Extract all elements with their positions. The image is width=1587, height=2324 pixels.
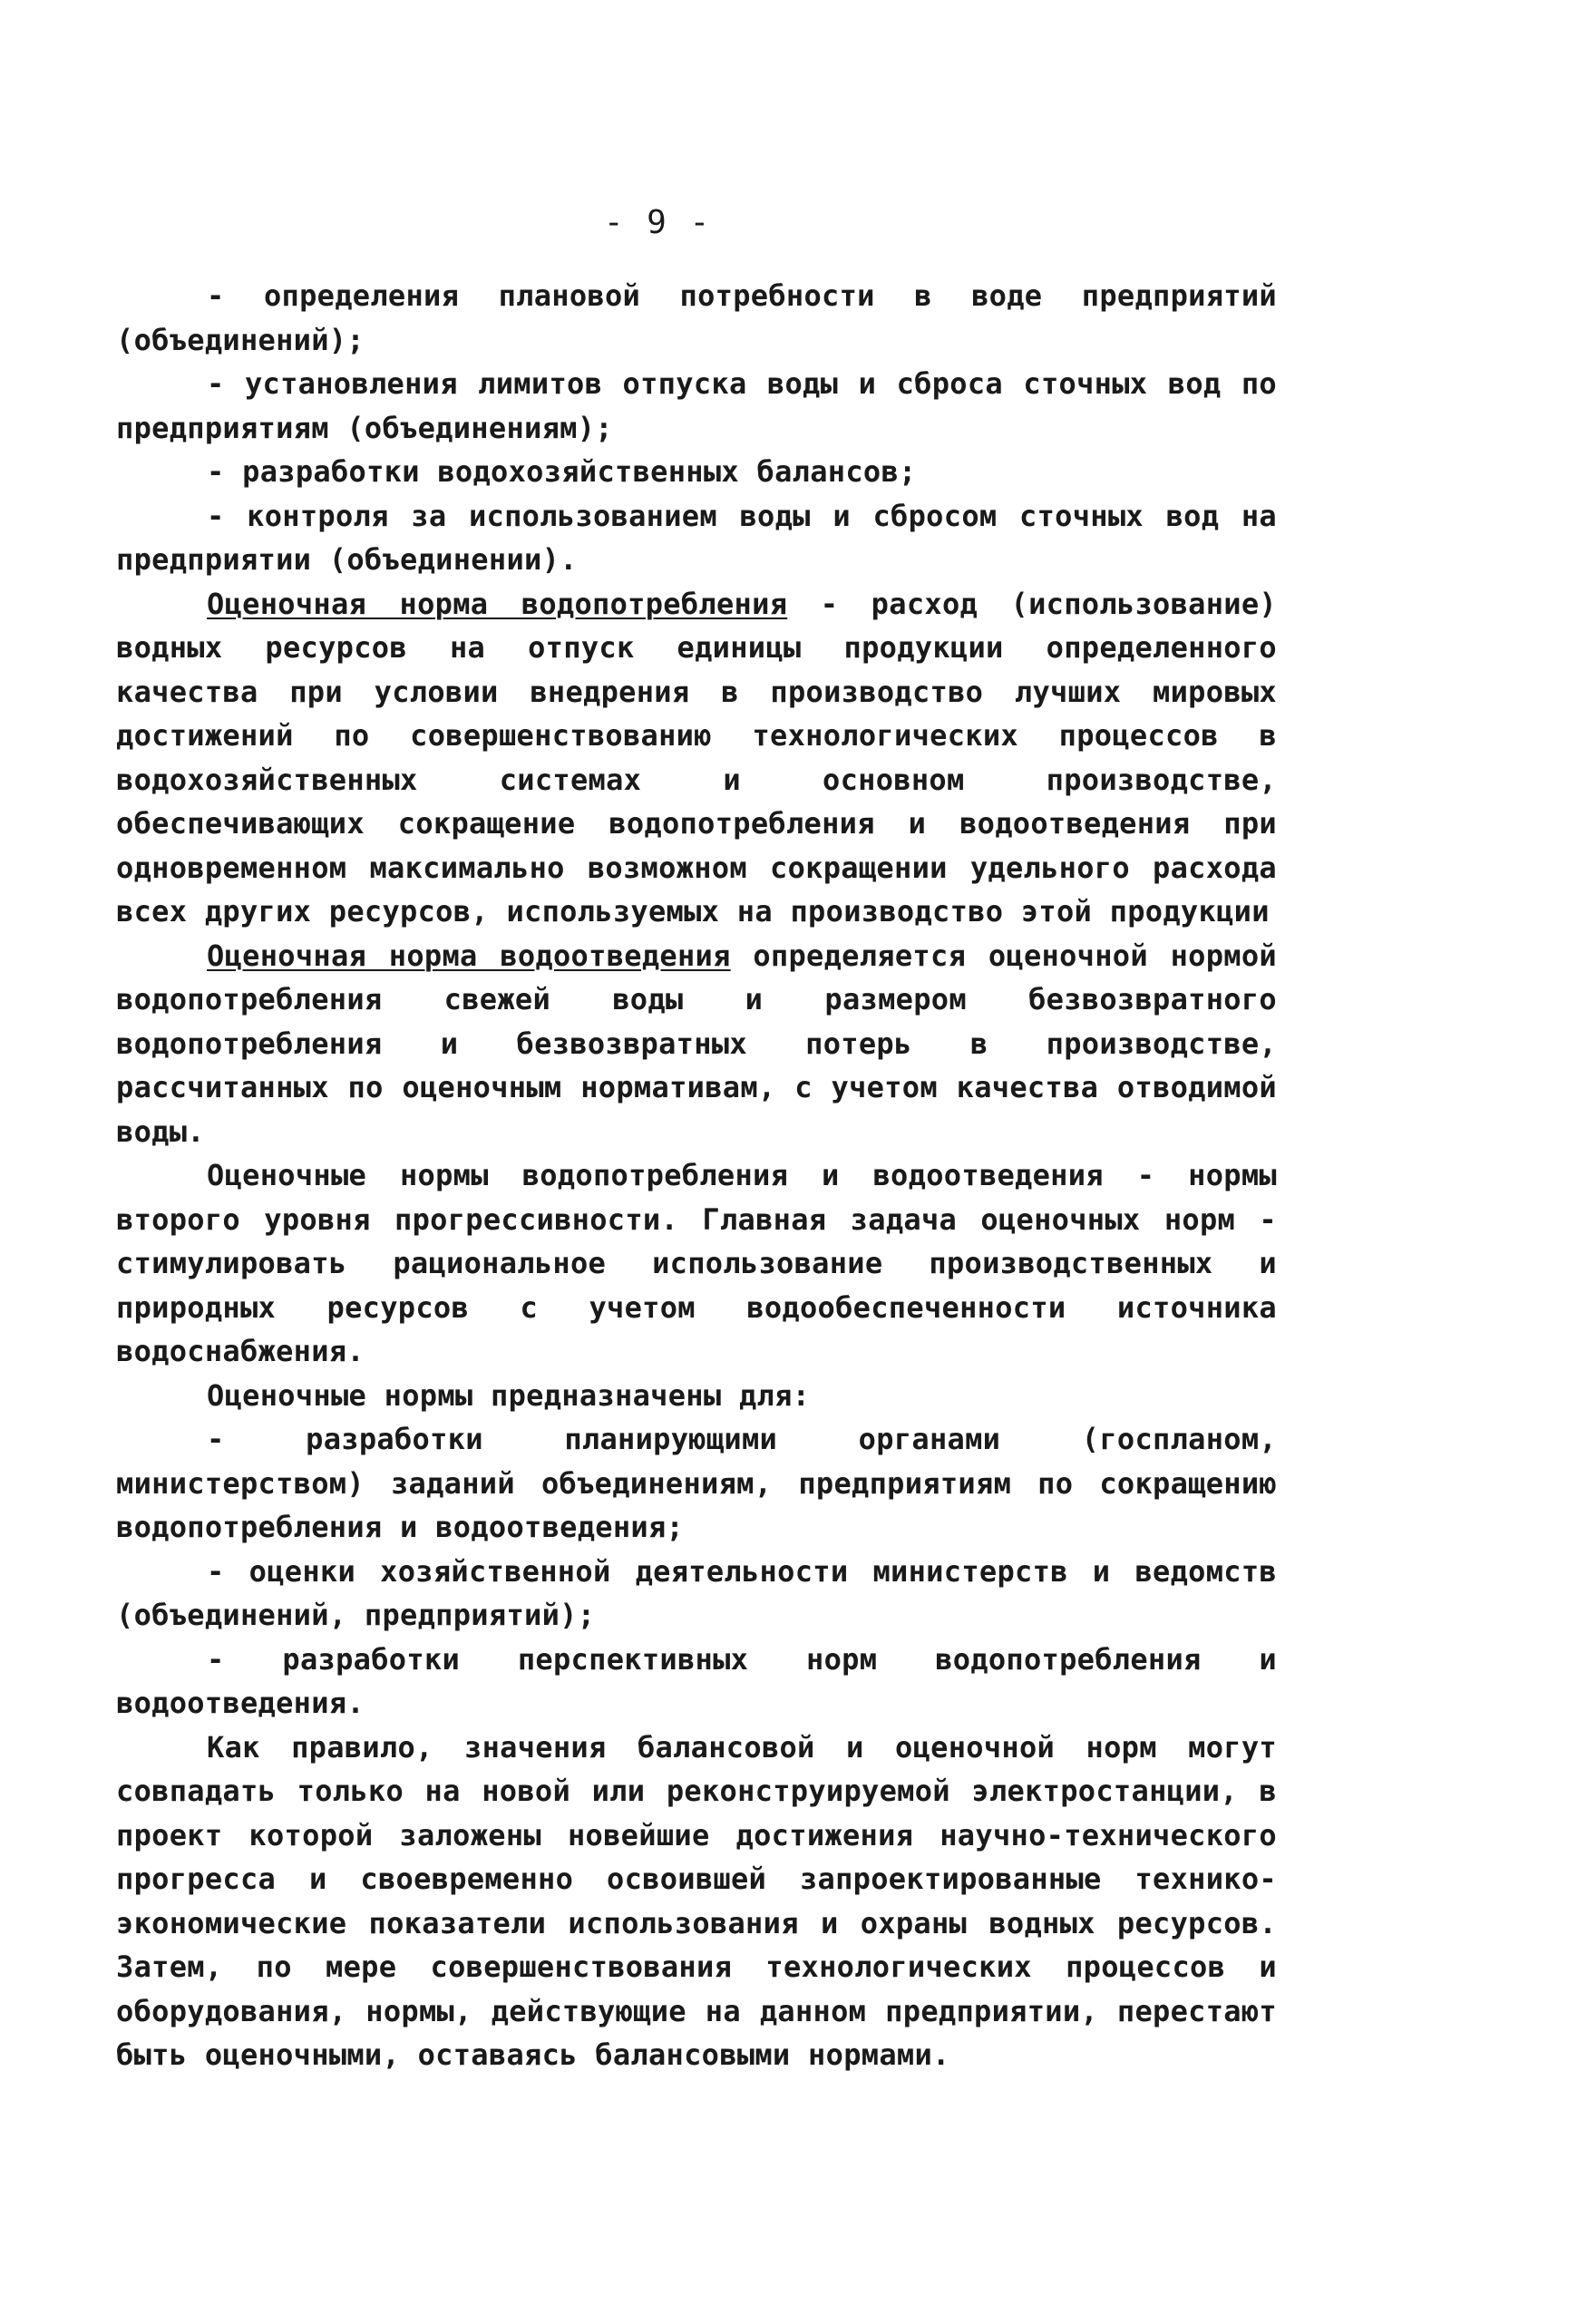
defined-term: Оценочная норма водопотребления <box>207 586 788 621</box>
paragraph: - разработки планирующими органами (госпланом, министерством) заданий объединениям, предприятиям по сокращению водопотребления и водоотведения; <box>116 1422 1277 1544</box>
definition-text: определяется оценочной нормой водопотребления свежей воды и размером безвозвратного водопотребления и безвозвратных потерь в производстве, рассчитанных по оценочным нормативам, с учетом качества отводимой воды. <box>116 938 1277 1149</box>
paragraph-definition <box>116 934 1277 1154</box>
paragraph: - контроля за использованием воды и сбросом сточных вод на предприятии (объединении). <box>116 498 1277 577</box>
defined-term: Оценочная норма водоотведения <box>207 938 731 973</box>
paragraph: - установления лимитов отпуска воды и сброса сточных вод по предприятиям (объединениям); <box>116 366 1277 445</box>
paragraph: - определения плановой потребности в воде предприятий (объединений); <box>116 278 1277 357</box>
page-number: - 9 - <box>603 204 712 241</box>
paragraph: Как правило, значения балансовой и оценочной норм могут совпадать только на новой или реконструируемой электростанции, в проект которой заложены новейшие достижения научно-технического прогресса и своевременно освоившей запроектированные технико-экономические показатели использования и охраны водных ресурсов. Затем, по мере совершенствования технологических процессов и оборудования, нормы, действующие на данном предприятии, перестают быть оценочными, оставаясь балансовыми нормами. <box>116 1729 1277 2072</box>
paragraph: - разработки водохозяйственных балансов; <box>207 454 917 489</box>
body-text <box>116 274 1277 2077</box>
paragraph: Оценочные нормы предназначены для: <box>207 1377 811 1413</box>
definition-text: - расход (использование) водных ресурсов на отпуск единицы продукции определенного качества при условии внедрения в производство лучших мировых достижений по совершенствованию технологических процессов в водохозяйственных системах и основном производстве, обеспечивающих сокращение водопотребления и водоотведения при одновременном максимально возможном сокращении удельного расхода всех других ресурсов, используемых на производство этой продукции <box>116 586 1277 929</box>
paragraph-definition <box>116 582 1277 934</box>
paragraph: Оценочные нормы водопотребления и водоотведения - нормы второго уровня прогрессивности. Главная задача оценочных норм - стимулировать рациональное использование производственных и природных ресурсов с учетом водообеспеченности источника водоснабжения. <box>116 1158 1277 1368</box>
paragraph: - разработки перспективных норм водопотребления и водоотведения. <box>116 1641 1277 1720</box>
paragraph: - оценки хозяйственной деятельности министерств и ведомств (объединений, предприятий); <box>116 1553 1277 1632</box>
